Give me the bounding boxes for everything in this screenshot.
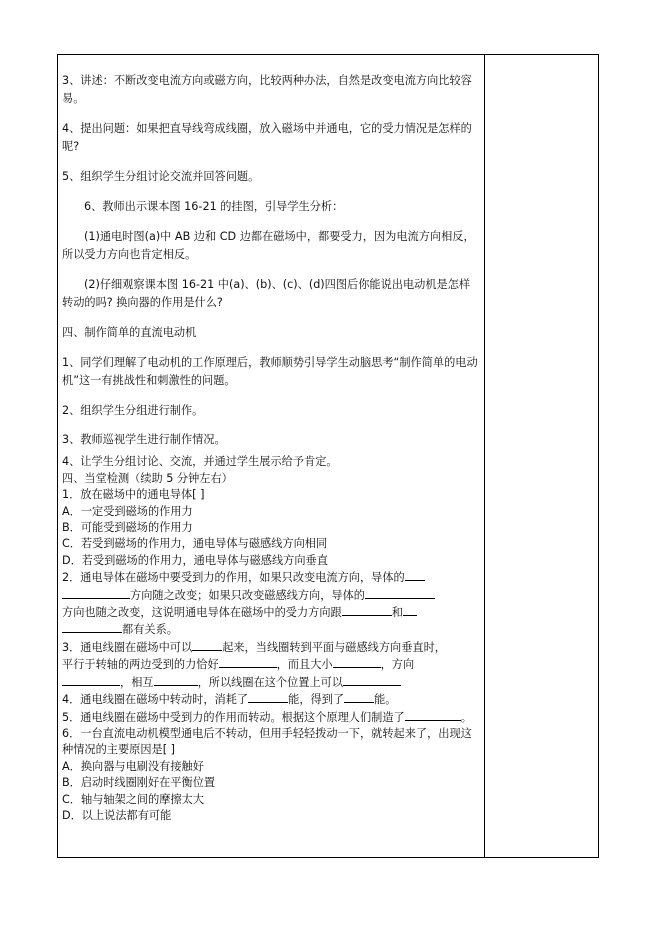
- answer-blank: [405, 709, 461, 721]
- paragraph: (2)仔细观察课本图 16-21 中(a)、(b)、(c)、(d)四图后你能说出电动机是怎样转动的吗? 换向器的作用是什么?: [62, 278, 471, 309]
- answer-blank: [154, 674, 198, 686]
- quiz-question: [62, 639, 478, 691]
- quiz-option: B．可能受到磁场的作用力: [62, 521, 193, 535]
- answer-blank: [344, 691, 374, 703]
- quiz-question: 1．放在磁场中的通电导体[ ]: [62, 488, 205, 502]
- quiz-option: A．换向器与电刷没有接触好: [62, 759, 204, 773]
- question-text: 能，得到了: [288, 693, 345, 707]
- question-text: 4．通电线圈在磁场中转动时，消耗了: [62, 693, 249, 707]
- answer-blank: [192, 639, 222, 651]
- quiz-question: 6．一台直流电动机模型通电后不转动，但用手轻轻拨动一下，就转起来了，出现这种情况的主要原因是[ ]: [62, 726, 472, 757]
- answer-blank: [405, 569, 425, 581]
- paragraph: 6、教师出示课本图 16-21 的挂图，引导学生分析：: [84, 200, 344, 213]
- question-text: ，相互: [120, 675, 154, 689]
- question-text: 平行于转轴的两边受到的力恰好: [62, 658, 219, 672]
- answer-blank: [403, 604, 417, 616]
- paragraph: 4、提出问题：如果把直导线弯成线圈，放入磁场中并通电，它的受力情况是怎样的呢?: [62, 122, 472, 153]
- table-column-divider: [484, 54, 485, 858]
- question-text: 起来，当线圈转到平面与磁感线方向垂直时，: [222, 640, 446, 654]
- quiz-question: [62, 569, 478, 639]
- quiz-option: B．启动时线圈刚好在平衡位置: [62, 776, 216, 790]
- question-text: 。: [460, 710, 472, 724]
- paragraph: (1)通电时图(a)中 AB 边和 CD 边都在磁场中，都要受力，因为电流方向相反，所以受力方向也肯定相反。: [62, 230, 475, 261]
- paragraph: 1、同学们理解了电动机的工作原理后，教师顺势引导学生动脑思考“制作简单的电动机”这一有挑战性和刺激性的问题。: [62, 356, 478, 387]
- lesson-content: [62, 72, 478, 824]
- quiz-question: [62, 691, 478, 708]
- section-heading: 四、制作简单的直流电动机: [62, 326, 197, 339]
- question-text: 方向也随之改变，这说明通电导体在磁场中的受力方向跟: [62, 606, 342, 620]
- quiz-option: A．一定受到磁场的作用力: [62, 504, 193, 518]
- section-heading: 四、当堂检测（续助 5 分钟左右）: [62, 471, 233, 485]
- answer-blank: [248, 691, 288, 703]
- quiz-option: C．若受到磁场的作用力，通电导体与磁感线方向相同: [62, 537, 328, 551]
- answer-blank: [342, 604, 392, 616]
- question-text: 都有关系。: [122, 623, 178, 637]
- question-text: 方向随之改变；如果只改变磁感线方向，导体的: [130, 588, 365, 602]
- paragraph: 3、教师巡视学生进行制作情况。: [62, 433, 226, 446]
- question-text: ，方向: [380, 658, 415, 672]
- question-text: 和: [391, 606, 403, 620]
- quiz-option: D．以上说法都有可能: [62, 808, 172, 822]
- question-text: 2．通电导体在磁场中要受到力的作用，如果只改变电流方向，导体的: [62, 571, 405, 585]
- paragraph: 4、让学生分组讨论、交流，并通过学生展示给予肯定。: [62, 455, 338, 469]
- answer-blank: [62, 587, 130, 599]
- paragraph: 3、讲述：不断改变电流方向或磁方向，比较两种办法，自然是改变电流方向比较容易。: [62, 74, 472, 105]
- question-text: 能。: [374, 693, 397, 707]
- question-text: 5．通电线圈在磁场中受到力的作用而转动。根据这个原理人们制造了: [62, 710, 405, 724]
- answer-blank: [365, 587, 435, 599]
- question-text: ，而且大小: [276, 658, 333, 672]
- answer-blank: [62, 674, 120, 686]
- question-text: ，所以线圈在这个位置上可以: [197, 675, 344, 689]
- answer-blank: [343, 674, 401, 686]
- paragraph: 5、组织学生分组讨论交流并回答问题。: [62, 170, 260, 183]
- answer-blank: [219, 656, 277, 668]
- answer-blank: [62, 621, 122, 633]
- paragraph: 2、组织学生分组进行制作。: [62, 404, 204, 417]
- question-text: 3．通电线圈在磁场中可以: [62, 640, 193, 654]
- answer-blank: [333, 656, 381, 668]
- quiz-question: [62, 709, 478, 726]
- quiz-option: C．轴与轴架之间的摩擦太大: [62, 792, 205, 806]
- quiz-option: D．若受到磁场的作用力，通电导体与磁感线方向垂直: [62, 553, 328, 567]
